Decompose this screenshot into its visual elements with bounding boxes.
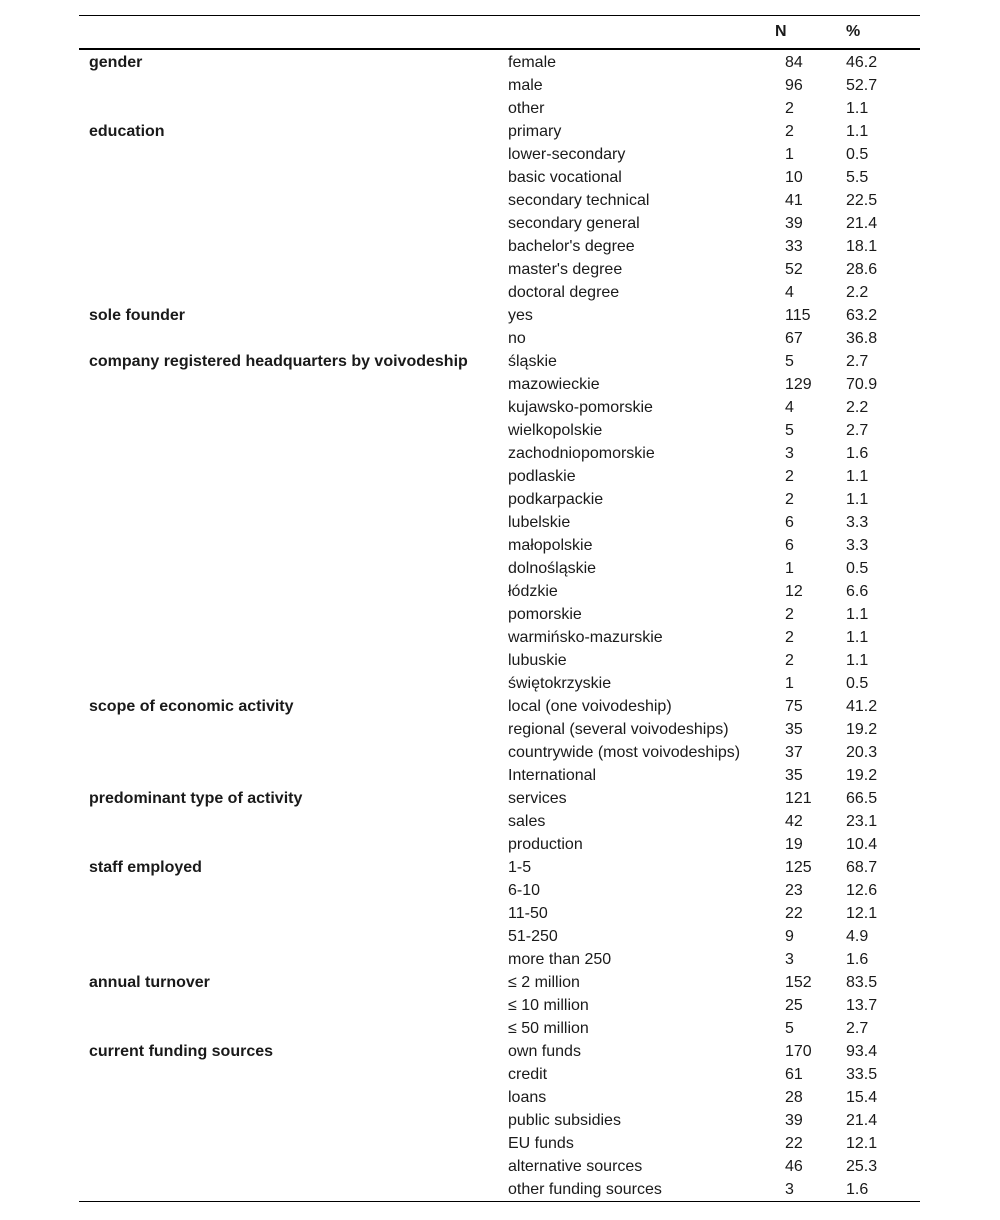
row-count: 5 bbox=[785, 1019, 794, 1037]
row-level: male bbox=[508, 76, 543, 94]
row-level: production bbox=[508, 835, 583, 853]
row-level: śląskie bbox=[508, 352, 557, 370]
row-count: 6 bbox=[785, 536, 794, 554]
row-level: kujawsko-pomorskie bbox=[508, 398, 653, 416]
row-level: secondary technical bbox=[508, 191, 650, 209]
row-level: regional (several voivodeships) bbox=[508, 720, 729, 738]
table-row bbox=[79, 327, 920, 350]
table-row bbox=[79, 304, 920, 327]
table-row bbox=[79, 235, 920, 258]
row-category bbox=[79, 396, 498, 419]
row-percent: 19.2 bbox=[846, 720, 878, 738]
respondent-characteristics-table bbox=[79, 15, 920, 1202]
row-percent: 63.2 bbox=[846, 306, 878, 324]
row-category bbox=[79, 166, 498, 189]
row-category bbox=[79, 580, 498, 603]
row-level: zachodniopomorskie bbox=[508, 444, 655, 462]
row-percent: 41.2 bbox=[846, 697, 878, 715]
row-count: 129 bbox=[785, 375, 812, 393]
row-percent: 68.7 bbox=[846, 858, 878, 876]
row-level: alternative sources bbox=[508, 1157, 643, 1175]
row-category bbox=[79, 925, 498, 948]
row-percent: 36.8 bbox=[846, 329, 878, 347]
row-category bbox=[79, 327, 498, 350]
row-level: secondary general bbox=[508, 214, 640, 232]
table-row bbox=[79, 580, 920, 603]
row-count: 4 bbox=[785, 283, 794, 301]
row-level: EU funds bbox=[508, 1134, 574, 1152]
row-category bbox=[79, 143, 498, 166]
row-percent: 5.5 bbox=[846, 168, 869, 186]
row-level: ≤ 50 million bbox=[508, 1019, 589, 1037]
row-category: gender bbox=[89, 53, 143, 71]
row-level: female bbox=[508, 53, 557, 71]
header-category bbox=[79, 16, 498, 49]
row-percent: 1.1 bbox=[846, 628, 869, 646]
table-row bbox=[79, 1109, 920, 1132]
header-level bbox=[498, 16, 775, 49]
row-level: lubelskie bbox=[508, 513, 571, 531]
table-row bbox=[79, 718, 920, 741]
row-level: loans bbox=[508, 1088, 547, 1106]
row-level: doctoral degree bbox=[508, 283, 620, 301]
row-percent: 93.4 bbox=[846, 1042, 878, 1060]
row-category bbox=[79, 833, 498, 856]
table-row bbox=[79, 534, 920, 557]
row-level: świętokrzyskie bbox=[508, 674, 612, 692]
row-level: primary bbox=[508, 122, 562, 140]
row-level: services bbox=[508, 789, 567, 807]
table-header bbox=[79, 16, 920, 49]
row-level: ≤ 10 million bbox=[508, 996, 589, 1014]
table-body bbox=[79, 49, 920, 1202]
row-count: 125 bbox=[785, 858, 812, 876]
row-category bbox=[79, 741, 498, 764]
row-count: 37 bbox=[785, 743, 803, 761]
row-percent: 46.2 bbox=[846, 53, 878, 71]
header-percent: % bbox=[846, 16, 920, 49]
row-percent: 19.2 bbox=[846, 766, 878, 784]
row-count: 2 bbox=[785, 122, 794, 140]
row-level: master's degree bbox=[508, 260, 623, 278]
row-count: 2 bbox=[785, 490, 794, 508]
row-level: lower-secondary bbox=[508, 145, 626, 163]
row-category bbox=[79, 488, 498, 511]
row-category bbox=[79, 235, 498, 258]
row-category: predominant type of activity bbox=[89, 789, 303, 807]
table-row bbox=[79, 695, 920, 718]
row-percent: 0.5 bbox=[846, 674, 869, 692]
row-count: 22 bbox=[785, 1134, 803, 1152]
row-level: sales bbox=[508, 812, 546, 830]
table-row bbox=[79, 189, 920, 212]
row-percent: 66.5 bbox=[846, 789, 878, 807]
row-count: 52 bbox=[785, 260, 803, 278]
row-percent: 1.1 bbox=[846, 467, 869, 485]
row-count: 2 bbox=[785, 605, 794, 623]
row-category: annual turnover bbox=[89, 973, 210, 991]
table-row bbox=[79, 764, 920, 787]
table-row bbox=[79, 1017, 920, 1040]
row-level: public subsidies bbox=[508, 1111, 621, 1129]
row-level: 1-5 bbox=[508, 858, 532, 876]
row-count: 2 bbox=[785, 628, 794, 646]
row-count: 46 bbox=[785, 1157, 803, 1175]
row-percent: 1.6 bbox=[846, 950, 869, 968]
row-category bbox=[79, 994, 498, 1017]
row-percent: 2.2 bbox=[846, 283, 869, 301]
table-row bbox=[79, 649, 920, 672]
table-row bbox=[79, 925, 920, 948]
row-percent: 33.5 bbox=[846, 1065, 878, 1083]
table-row bbox=[79, 626, 920, 649]
row-count: 10 bbox=[785, 168, 803, 186]
table-row bbox=[79, 1178, 920, 1202]
row-percent: 70.9 bbox=[846, 375, 878, 393]
row-count: 170 bbox=[785, 1042, 812, 1060]
row-level: other funding sources bbox=[498, 1178, 775, 1202]
row-count: 19 bbox=[785, 835, 803, 853]
row-count: 5 bbox=[785, 421, 794, 439]
row-category bbox=[79, 603, 498, 626]
row-percent: 0.5 bbox=[846, 145, 869, 163]
row-category bbox=[79, 189, 498, 212]
row-level: pomorskie bbox=[508, 605, 582, 623]
row-level: warmińsko-mazurskie bbox=[508, 628, 663, 646]
row-level: other bbox=[508, 99, 545, 117]
table-row bbox=[79, 143, 920, 166]
row-count: 33 bbox=[785, 237, 803, 255]
row-level: local (one voivodeship) bbox=[508, 697, 672, 715]
row-category bbox=[79, 557, 498, 580]
row-category bbox=[79, 810, 498, 833]
row-level: wielkopolskie bbox=[508, 421, 603, 439]
table-row bbox=[79, 442, 920, 465]
row-category bbox=[79, 97, 498, 120]
table-row bbox=[79, 1132, 920, 1155]
table-row bbox=[79, 258, 920, 281]
row-percent: 1.1 bbox=[846, 605, 869, 623]
table-row bbox=[79, 74, 920, 97]
table-row bbox=[79, 1063, 920, 1086]
row-percent: 12.6 bbox=[846, 881, 878, 899]
row-percent: 2.2 bbox=[846, 398, 869, 416]
row-count: 22 bbox=[785, 904, 803, 922]
row-percent: 15.4 bbox=[846, 1088, 878, 1106]
row-percent: 21.4 bbox=[846, 214, 878, 232]
row-level: bachelor's degree bbox=[508, 237, 635, 255]
row-category bbox=[79, 465, 498, 488]
table-row bbox=[79, 97, 920, 120]
table-row bbox=[79, 902, 920, 925]
row-count: 5 bbox=[785, 352, 794, 370]
row-level: countrywide (most voivodeships) bbox=[508, 743, 741, 761]
row-percent: 6.6 bbox=[846, 582, 869, 600]
row-percent: 13.7 bbox=[846, 996, 878, 1014]
row-category bbox=[79, 948, 498, 971]
row-percent: 1.1 bbox=[846, 651, 869, 669]
table-row bbox=[79, 1040, 920, 1063]
row-count: 9 bbox=[785, 927, 794, 945]
row-count: 4 bbox=[785, 398, 794, 416]
table-row bbox=[79, 465, 920, 488]
row-level: małopolskie bbox=[508, 536, 593, 554]
row-count: 75 bbox=[785, 697, 803, 715]
row-level: 6-10 bbox=[508, 881, 541, 899]
row-category bbox=[79, 1017, 498, 1040]
row-count: 1 bbox=[785, 145, 794, 163]
row-percent: 1.6 bbox=[846, 1178, 920, 1202]
table-row bbox=[79, 672, 920, 695]
row-level: 51-250 bbox=[508, 927, 558, 945]
row-percent: 52.7 bbox=[846, 76, 878, 94]
row-percent: 23.1 bbox=[846, 812, 878, 830]
table-row bbox=[79, 810, 920, 833]
row-level: credit bbox=[508, 1065, 548, 1083]
table-row bbox=[79, 787, 920, 810]
row-count: 67 bbox=[785, 329, 803, 347]
row-category bbox=[79, 258, 498, 281]
row-category bbox=[79, 626, 498, 649]
row-level: mazowieckie bbox=[508, 375, 600, 393]
table-row bbox=[79, 120, 920, 143]
table-row bbox=[79, 971, 920, 994]
table-row bbox=[79, 166, 920, 189]
row-count: 39 bbox=[785, 1111, 803, 1129]
row-category bbox=[79, 1155, 498, 1178]
row-category bbox=[79, 534, 498, 557]
row-level: yes bbox=[508, 306, 533, 324]
row-level: podkarpackie bbox=[508, 490, 604, 508]
row-percent: 4.9 bbox=[846, 927, 869, 945]
row-count: 35 bbox=[785, 766, 803, 784]
row-category: education bbox=[89, 122, 165, 140]
row-count: 25 bbox=[785, 996, 803, 1014]
row-category bbox=[79, 902, 498, 925]
row-category bbox=[79, 672, 498, 695]
row-percent: 1.1 bbox=[846, 99, 869, 117]
row-level: basic vocational bbox=[508, 168, 622, 186]
row-count: 121 bbox=[785, 789, 812, 807]
table-row bbox=[79, 603, 920, 626]
table-row bbox=[79, 281, 920, 304]
table-row bbox=[79, 994, 920, 1017]
row-percent: 20.3 bbox=[846, 743, 878, 761]
row-count: 39 bbox=[785, 214, 803, 232]
row-category: scope of economic activity bbox=[89, 697, 294, 715]
row-percent: 12.1 bbox=[846, 1134, 878, 1152]
row-percent: 21.4 bbox=[846, 1111, 878, 1129]
row-category bbox=[79, 373, 498, 396]
row-category: current funding sources bbox=[89, 1042, 274, 1060]
row-category bbox=[79, 1132, 498, 1155]
row-percent: 1.1 bbox=[846, 122, 869, 140]
row-count: 2 bbox=[785, 99, 794, 117]
row-category bbox=[79, 1178, 498, 1202]
row-category bbox=[79, 74, 498, 97]
row-percent: 83.5 bbox=[846, 973, 878, 991]
row-percent: 2.7 bbox=[846, 421, 869, 439]
row-count: 2 bbox=[785, 651, 794, 669]
table-row bbox=[79, 1086, 920, 1109]
header-n: N bbox=[775, 16, 846, 49]
table-row bbox=[79, 488, 920, 511]
row-count: 2 bbox=[785, 467, 794, 485]
row-count: 152 bbox=[785, 973, 812, 991]
row-percent: 3.3 bbox=[846, 536, 869, 554]
row-level: 11-50 bbox=[508, 904, 548, 922]
row-category bbox=[79, 419, 498, 442]
row-count: 6 bbox=[785, 513, 794, 531]
table-row bbox=[79, 557, 920, 580]
row-count: 84 bbox=[785, 53, 803, 71]
row-percent: 0.5 bbox=[846, 559, 869, 577]
row-level: own funds bbox=[508, 1042, 581, 1060]
table-row bbox=[79, 350, 920, 373]
row-percent: 1.1 bbox=[846, 490, 869, 508]
table-row bbox=[79, 419, 920, 442]
row-count: 41 bbox=[785, 191, 803, 209]
row-level: more than 250 bbox=[508, 950, 612, 968]
row-category bbox=[79, 442, 498, 465]
row-percent: 12.1 bbox=[846, 904, 878, 922]
row-count: 3 bbox=[785, 950, 794, 968]
row-percent: 22.5 bbox=[846, 191, 878, 209]
row-percent: 25.3 bbox=[846, 1157, 878, 1175]
data-table-container bbox=[79, 15, 920, 1202]
table-row bbox=[79, 511, 920, 534]
table-row bbox=[79, 741, 920, 764]
header-row bbox=[79, 16, 920, 49]
row-count: 12 bbox=[785, 582, 803, 600]
row-count: 96 bbox=[785, 76, 803, 94]
row-count: 3 bbox=[775, 1178, 846, 1202]
row-level: International bbox=[508, 766, 597, 784]
row-level: łódzkie bbox=[508, 582, 558, 600]
row-level: lubuskie bbox=[508, 651, 567, 669]
row-category bbox=[79, 281, 498, 304]
table-row bbox=[79, 396, 920, 419]
row-percent: 2.7 bbox=[846, 352, 869, 370]
row-count: 42 bbox=[785, 812, 803, 830]
row-count: 115 bbox=[785, 306, 811, 324]
row-category bbox=[79, 879, 498, 902]
row-level: ≤ 2 million bbox=[508, 973, 580, 991]
table-row bbox=[79, 1155, 920, 1178]
row-category: company registered headquarters by voivodeship bbox=[89, 352, 468, 370]
row-category bbox=[79, 1109, 498, 1132]
row-category: sole founder bbox=[89, 306, 186, 324]
row-category: staff employed bbox=[89, 858, 202, 876]
row-category bbox=[79, 649, 498, 672]
row-category bbox=[79, 718, 498, 741]
row-category bbox=[79, 764, 498, 787]
row-category bbox=[79, 212, 498, 235]
row-count: 28 bbox=[785, 1088, 803, 1106]
row-count: 23 bbox=[785, 881, 803, 899]
table-row bbox=[79, 373, 920, 396]
row-count: 35 bbox=[785, 720, 803, 738]
row-count: 61 bbox=[785, 1065, 803, 1083]
row-percent: 3.3 bbox=[846, 513, 869, 531]
table-row bbox=[79, 49, 920, 74]
row-level: no bbox=[508, 329, 526, 347]
table-row bbox=[79, 879, 920, 902]
row-percent: 18.1 bbox=[846, 237, 878, 255]
row-category bbox=[79, 1086, 498, 1109]
row-category bbox=[79, 1063, 498, 1086]
row-level: dolnośląskie bbox=[508, 559, 597, 577]
row-percent: 2.7 bbox=[846, 1019, 869, 1037]
row-percent: 1.6 bbox=[846, 444, 869, 462]
row-percent: 28.6 bbox=[846, 260, 878, 278]
row-count: 1 bbox=[785, 559, 794, 577]
row-count: 3 bbox=[785, 444, 794, 462]
row-count: 1 bbox=[785, 674, 794, 692]
table-row bbox=[79, 856, 920, 879]
row-level: podlaskie bbox=[508, 467, 576, 485]
table-row bbox=[79, 833, 920, 856]
row-percent: 10.4 bbox=[846, 835, 878, 853]
table-row bbox=[79, 948, 920, 971]
table-row bbox=[79, 212, 920, 235]
row-category bbox=[79, 511, 498, 534]
